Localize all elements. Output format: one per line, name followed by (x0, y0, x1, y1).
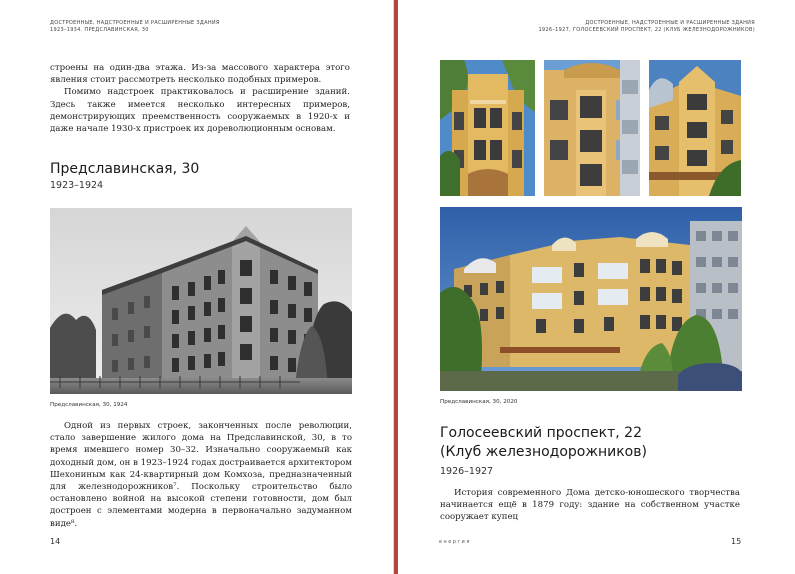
right-paragraph: История современного Дома детско-юношеского творчества начинается ещё в 1879 году: здание на собственном участке сооружает купец (440, 488, 740, 523)
main-paragraph: Одной из первых строек, законченных после революции, стало завершение жилого дома на Предславинской, 30, в то время имевшего номер 30–32. Изначально сооружаемый как доходный дом, он в 1923–1924 годах достраивается архитектором Шехониным как 24-квартирный дом Комхоза, предназначенный для железнодорожников⁷. Поскольку строительство было остановлено войной на высокой степени готовности, дом был достроен с элементами модерна в первоначально задуманном виде⁸. (50, 421, 352, 529)
intro-paragraph-2: Помимо надстроек практиковалось и расширение зданий. Здесь также имеется несколько интересных примеров, демонстрирующих преемственность сооружаемых в 1920-х и даже начале 1930-х пристроек их дореволюционным основам. (50, 87, 350, 135)
intro-paragraph-1: строены на один-два этажа. Из-за массового характера этого явления стоит рассмотреть несколько подобных примеров. (50, 63, 350, 86)
left-years: 1923–1924 (50, 180, 104, 191)
right-years: 1926–1927 (440, 466, 494, 477)
right-photo-caption: Предславинская, 30, 2020 (440, 399, 518, 405)
left-main-text (50, 420, 352, 530)
right-heading-line2: (Клуб железнодорожников) (440, 444, 647, 460)
right-main-text (440, 487, 740, 524)
right-heading (440, 424, 647, 462)
right-running-head-line2: 1926–1927, ГОЛОСЕЕВСКИЙ ПРОСПЕКТ, 22 (КЛУБ ЖЕЛЕЗНОДОРОЖНИКОВ) (538, 27, 755, 33)
historic-building-photo (50, 208, 352, 394)
left-intro-text (50, 62, 350, 135)
left-heading: Предславинская, 30 (50, 161, 200, 177)
right-running-head (538, 20, 755, 34)
left-running-head-line2: 1923–1934. ПРЕДСЛАВИНСКАЯ, 30 (50, 27, 149, 33)
left-page-number: 14 (50, 537, 61, 546)
left-photo-caption: Предславинская, 30, 1924 (50, 402, 128, 408)
facade-detail-photo-3 (649, 60, 741, 196)
facade-detail-photo-2 (544, 60, 640, 196)
left-running-head (50, 20, 220, 34)
facade-detail-photo-1 (440, 60, 535, 196)
left-page (0, 0, 394, 574)
left-running-head-line1: ДОСТРОЕННЫЕ, НАДСТРОЕННЫЕ И РАСШИРЕННЫЕ ЗДАНИЯ (50, 20, 220, 26)
right-heading-line1: Голосеевский проспект, 22 (440, 425, 642, 441)
left-page-edge (393, 0, 394, 574)
right-page (398, 0, 795, 574)
right-running-head-line1: ДОСТРОЕННЫЕ, НАДСТРОЕННЫЕ И РАСШИРЕННЫЕ ЗДАНИЯ (585, 20, 755, 26)
publisher-imprint: енергия (439, 540, 471, 545)
modern-building-photo (440, 207, 742, 391)
right-page-number: 15 (731, 537, 742, 546)
